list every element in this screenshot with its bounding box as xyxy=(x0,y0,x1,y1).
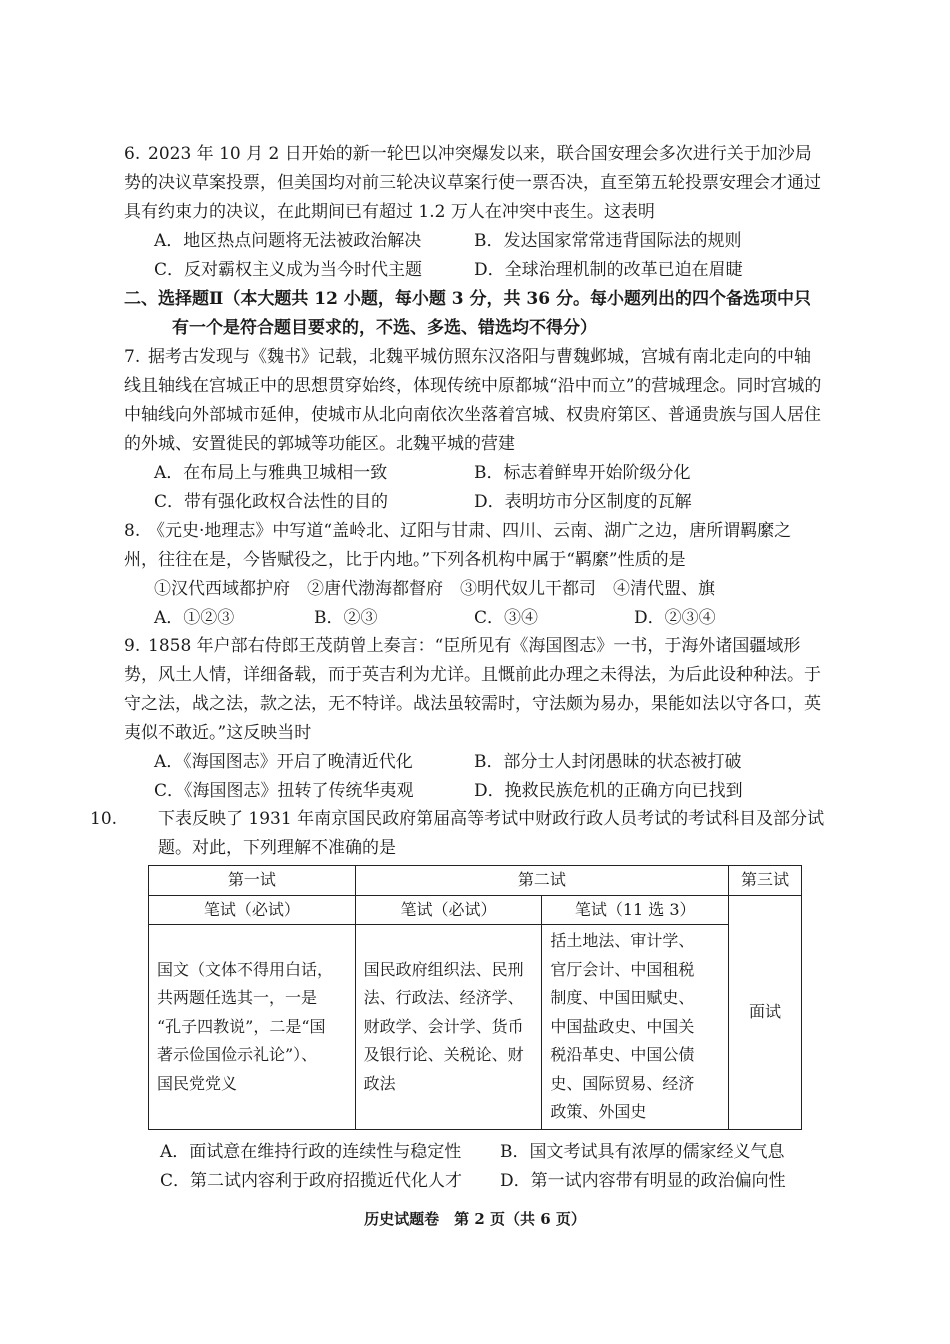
question-number: 10. xyxy=(90,809,118,829)
question-8-items: ①汉代西域都护府 ②唐代渤海都督府 ③明代奴儿干都司 ④清代盟、旗 xyxy=(154,579,715,599)
question-10 xyxy=(90,805,828,863)
table-row xyxy=(149,895,802,925)
question-text: 《元史·地理志》中写道“盖岭北、辽阳与甘肃、四川、云南、湖广之边，唐所谓羁縻之州，往往在是，今皆赋役之，比于内地。”下列各机构中属于“羁縻”性质的是 xyxy=(124,521,792,570)
cell-first-exam-subjects: 国文（文体不得用白话， 共两题任选其一，一是 “孔子四教说”，二是“国 著示俭国俭示礼论”）、 国民党党义 xyxy=(149,925,356,1130)
question-text: 下表反映了 1931 年南京国民政府第届高等考试中财政行政人员考试的考试科目及部分试题。对此，下列理解不准确的是 xyxy=(158,809,825,858)
subheader-written-required-2: 笔试（必试） xyxy=(355,895,542,925)
table-row xyxy=(149,866,802,896)
option-b: B．发达国家常常违背国际法的规则 xyxy=(474,231,742,251)
question-7-stem xyxy=(124,343,824,459)
option-a: A．面试意在维持行政的连续性与稳定性 xyxy=(160,1142,462,1162)
section-header-line-1: 二、选择题Ⅱ（本大题共 12 小题，每小题 3 分，共 36 分。每小题列出的四个备选项中只 xyxy=(124,289,811,309)
cell-interview: 面试 xyxy=(729,895,802,1129)
question-9-options xyxy=(124,748,824,806)
question-7-options xyxy=(124,459,824,517)
option-c: C．带有强化政权合法性的目的 xyxy=(154,492,389,512)
header-third-exam: 第三试 xyxy=(729,866,802,896)
option-d: D．全球治理机制的改革已迫在眉睫 xyxy=(474,260,743,280)
question-text: 1858 年户部右侍郎王茂荫曾上奏言：“臣所见有《海国图志》一书，于海外诸国疆域形势，风土人情，详细备载，而于英吉利为尤详。且慨前此办理之未得法，为后此设种种法。于守之法，战之法，款之法，无不特详。战法虽较需时，守法颇为易办，果能如法以守各口，英夷似不敢近。”这反映当时 xyxy=(124,636,821,743)
question-number: 6. xyxy=(124,144,141,164)
question-10-options xyxy=(160,1138,820,1196)
subheader-written-elective: 笔试（11 选 3） xyxy=(542,895,729,925)
option-c: C．反对霸权主义成为当今时代主题 xyxy=(154,260,423,280)
subheader-written-required-1: 笔试（必试） xyxy=(149,895,356,925)
option-d: D．②③④ xyxy=(634,608,716,628)
option-b: B．②③ xyxy=(314,608,378,628)
question-10-stem xyxy=(90,805,828,863)
option-c: C．《海国图志》扭转了传统华夷观 xyxy=(154,781,414,801)
option-c: C．③④ xyxy=(474,608,539,628)
option-b: B．标志着鲜卑开始阶级分化 xyxy=(474,463,691,483)
exam-subjects-table xyxy=(148,865,802,1130)
question-8 xyxy=(124,517,824,633)
question-9 xyxy=(124,632,824,806)
question-7 xyxy=(124,343,824,517)
question-6 xyxy=(124,140,824,285)
option-d: D．表明坊市分区制度的瓦解 xyxy=(474,492,692,512)
option-d: D．第一试内容带有明显的政治偏向性 xyxy=(500,1171,786,1191)
section-header xyxy=(124,285,834,343)
option-a: A．《海国图志》开启了晚清近代化 xyxy=(154,752,413,772)
question-text: 2023 年 10 月 2 日开始的新一轮巴以冲突爆发以来，联合国安理会多次进行关于加沙局势的决议草案投票，但美国均对前三轮决议草案行使一票否决，直至第五轮投票安理会才通过具有约束力的决议，在此期间已有超过 1.2 万人在冲突中丧生。这表明 xyxy=(124,144,821,222)
cell-second-exam-elective: 括土地法、审计学、 官厅会计、中国租税 制度、中国田赋史、 中国盐政史、中国关 税沿革史、中国公债 史、国际贸易、经济 政策、外国史 xyxy=(542,925,729,1130)
question-text: 据考古发现与《魏书》记载，北魏平城仿照东汉洛阳与曹魏邺城，宫城有南北走向的中轴线且轴线在宫城正中的思想贯穿始终，体现传统中原都城“沿中而立”的营城理念。同时宫城的中轴线向外部城市延伸，使城市从北向南依次坐落着宫城、权贵府第区、普通贵族与国人居住的外城、安置徙民的郭城等功能区。北魏平城的营建 xyxy=(124,347,822,454)
question-6-options xyxy=(124,227,824,285)
question-9-stem xyxy=(124,632,824,748)
page-footer: 历史试题卷 第 2 页（共 6 页） xyxy=(364,1210,586,1228)
option-a: A．在布局上与雅典卫城相一致 xyxy=(154,463,388,483)
option-b: B．部分士人封闭愚昧的状态被打破 xyxy=(474,752,742,772)
header-second-exam: 第二试 xyxy=(355,866,728,896)
question-8-options xyxy=(124,604,824,633)
option-a: A．①②③ xyxy=(154,608,235,628)
header-first-exam: 第一试 xyxy=(149,866,356,896)
cell-second-exam-required: 国民政府组织法、民刑 法、行政法、经济学、 财政学、会计学、货币 及银行论、关税论、财 政法 xyxy=(355,925,542,1130)
option-c: C．第二试内容利于政府招揽近代化人才 xyxy=(160,1171,463,1191)
section-header-line-2: 有一个是符合题目要求的，不选、多选、错选均不得分） xyxy=(172,318,597,338)
option-d: D．挽救民族危机的正确方向已找到 xyxy=(474,781,743,801)
table-row xyxy=(149,925,802,1130)
option-a: A．地区热点问题将无法被政治解决 xyxy=(154,231,422,251)
question-number: 7. xyxy=(124,347,141,367)
option-b: B．国文考试具有浓厚的儒家经义气息 xyxy=(500,1142,785,1162)
question-8-stem xyxy=(124,517,824,575)
question-6-stem xyxy=(124,140,824,227)
question-number: 8. xyxy=(124,521,141,541)
question-number: 9. xyxy=(124,636,141,656)
